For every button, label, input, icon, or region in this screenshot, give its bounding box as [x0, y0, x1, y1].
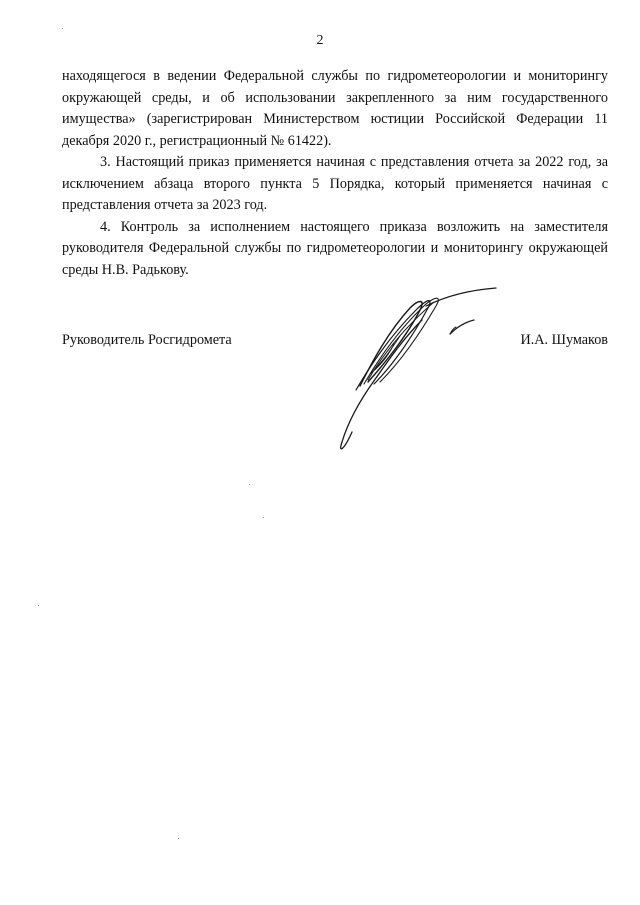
- scan-speck: [263, 517, 264, 518]
- document-body: [62, 66, 608, 281]
- handwritten-signature-icon: [330, 282, 510, 457]
- scan-speck: [38, 605, 39, 606]
- scan-speck: [249, 484, 250, 485]
- signer-name: И.А. Шумаков: [520, 332, 608, 348]
- page-number: 2: [316, 33, 324, 48]
- paragraph-item-3: 3. Настоящий приказ применяется начиная с представления отчета за 2022 год, за исключением абзаца второго пункта 5 Порядка, который применяется начиная с представления отчета за 2023 год.: [62, 154, 608, 213]
- paragraph-item-4: 4. Контроль за исполнением настоящего приказа возложить на заместителя руководителя Федеральной службы по гидрометеорологии и мониторингу окружающей среды Н.В. Радькову.: [62, 218, 608, 278]
- scan-speck: [62, 28, 63, 29]
- paragraph-continuation: находящегося в ведении Федеральной службы по гидрометеорологии и мониторингу окружающей среды, и об использовании закрепленного за ним государственного имущества» (зарегистрирован Министерством юстиции Российской Федерации 11 декабря 2020 г., регистрационный № 61422).: [62, 68, 608, 149]
- scan-speck: [178, 838, 179, 839]
- signer-title: Руководитель Росгидромета: [62, 332, 232, 348]
- signature-block: [62, 329, 608, 351]
